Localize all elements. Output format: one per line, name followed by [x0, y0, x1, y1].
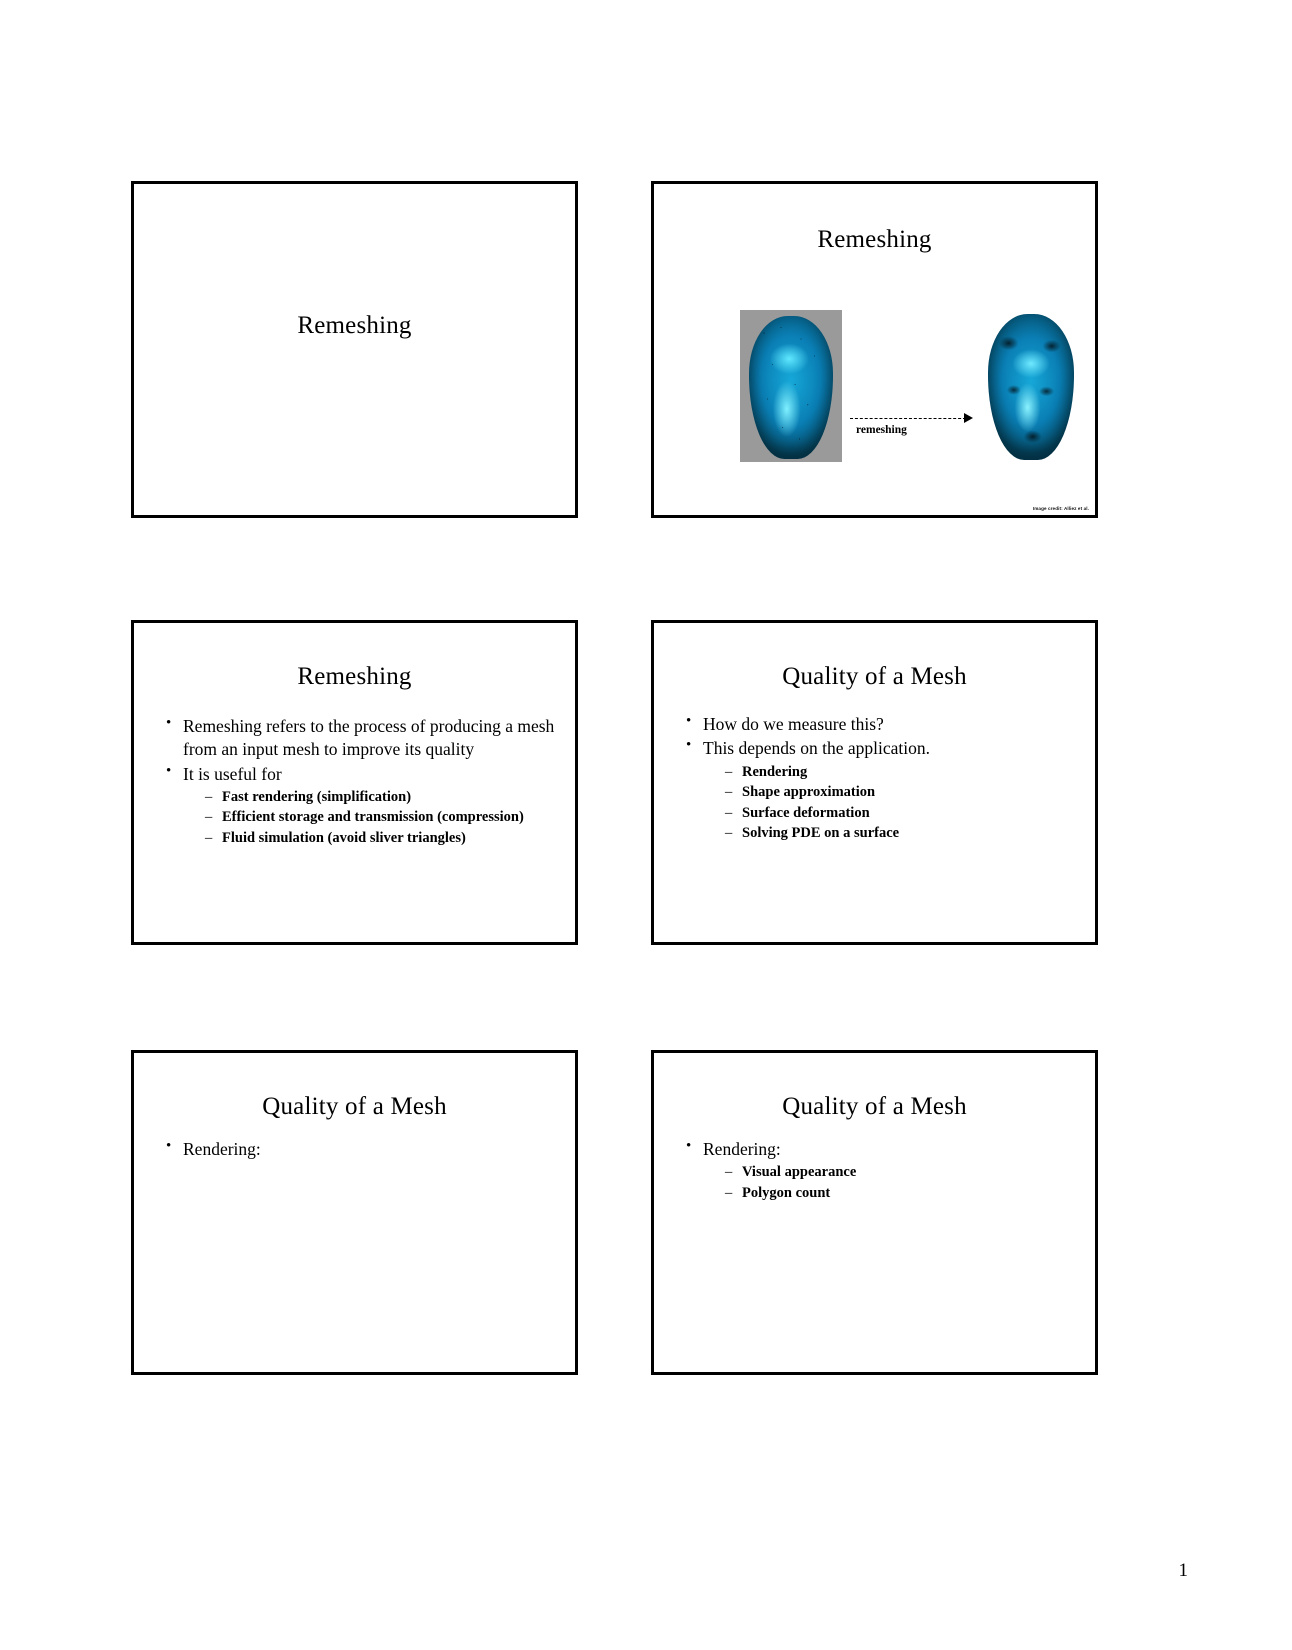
slide-4[interactable]: [651, 620, 1098, 945]
sub-bullet-item: – Fast rendering (simplification): [205, 788, 557, 807]
slide-6-body: [682, 1138, 1077, 1204]
sub-bullet-list: [703, 763, 1077, 843]
sub-bullet-list: [703, 1163, 1077, 1202]
slide-4-title: Quality of a Mesh: [782, 663, 967, 690]
bullet-item: [682, 737, 1077, 842]
bullet-item: [162, 715, 557, 762]
sub-bullet-item: – Surface deformation: [725, 804, 1077, 823]
image-credit: Image credit: Alliez et al.: [1032, 506, 1089, 511]
sub-bullet-item: – Visual appearance: [725, 1163, 1077, 1182]
sub-bullet-item: – Efficient storage and transmission (compression): [205, 808, 557, 827]
remeshing-arrow-label: remeshing: [856, 424, 907, 436]
bullet-text: • Rendering:: [183, 1139, 261, 1159]
slide-3-title: Remeshing: [297, 663, 412, 690]
sub-bullet-item: – Fluid simulation (avoid sliver triangles): [205, 829, 557, 848]
sub-bullet-item: – Shape approximation: [725, 783, 1077, 802]
bullet-list: [682, 1138, 1077, 1202]
page-number: 1: [1178, 1560, 1188, 1581]
bullet-item: [162, 1138, 557, 1161]
sub-bullet-item: – Solving PDE on a surface: [725, 824, 1077, 843]
sub-bullet-list: [183, 788, 557, 848]
slide-6[interactable]: [651, 1050, 1098, 1375]
bullet-item: [682, 1138, 1077, 1202]
bullet-list: [682, 713, 1077, 843]
bullet-list: [162, 715, 557, 847]
slide-5[interactable]: [131, 1050, 578, 1375]
bullet-list: [162, 1138, 557, 1161]
sub-bullet-item: – Polygon count: [725, 1184, 1077, 1203]
slide-2[interactable]: [651, 181, 1098, 518]
slide-6-title: Quality of a Mesh: [782, 1093, 967, 1120]
slide-5-title: Quality of a Mesh: [262, 1093, 447, 1120]
bullet-text: • Rendering:: [703, 1139, 781, 1159]
input-mesh-image: [740, 310, 842, 462]
slide-3-body: [162, 715, 557, 849]
slide-1-title: Remeshing: [297, 312, 412, 339]
bullet-item: [162, 763, 557, 848]
output-mesh-image: [988, 314, 1074, 460]
slide-1[interactable]: [131, 181, 578, 518]
bullet-text: • Remeshing refers to the process of producing a mesh from an input mesh to improve its quality: [183, 716, 555, 760]
slide-3[interactable]: [131, 620, 578, 945]
slide-4-body: [682, 713, 1077, 845]
sub-bullet-item: – Rendering: [725, 763, 1077, 782]
bullet-text: • It is useful for: [183, 763, 282, 784]
slide-grid: [131, 181, 1098, 1411]
bullet-item: [682, 713, 1077, 736]
bullet-text: • This depends on the application.: [703, 738, 930, 759]
bullet-text: • How do we measure this?: [703, 714, 884, 734]
slide-5-body: [162, 1138, 557, 1162]
remeshing-figure: [732, 310, 1092, 490]
slide-2-title: Remeshing: [817, 226, 932, 253]
